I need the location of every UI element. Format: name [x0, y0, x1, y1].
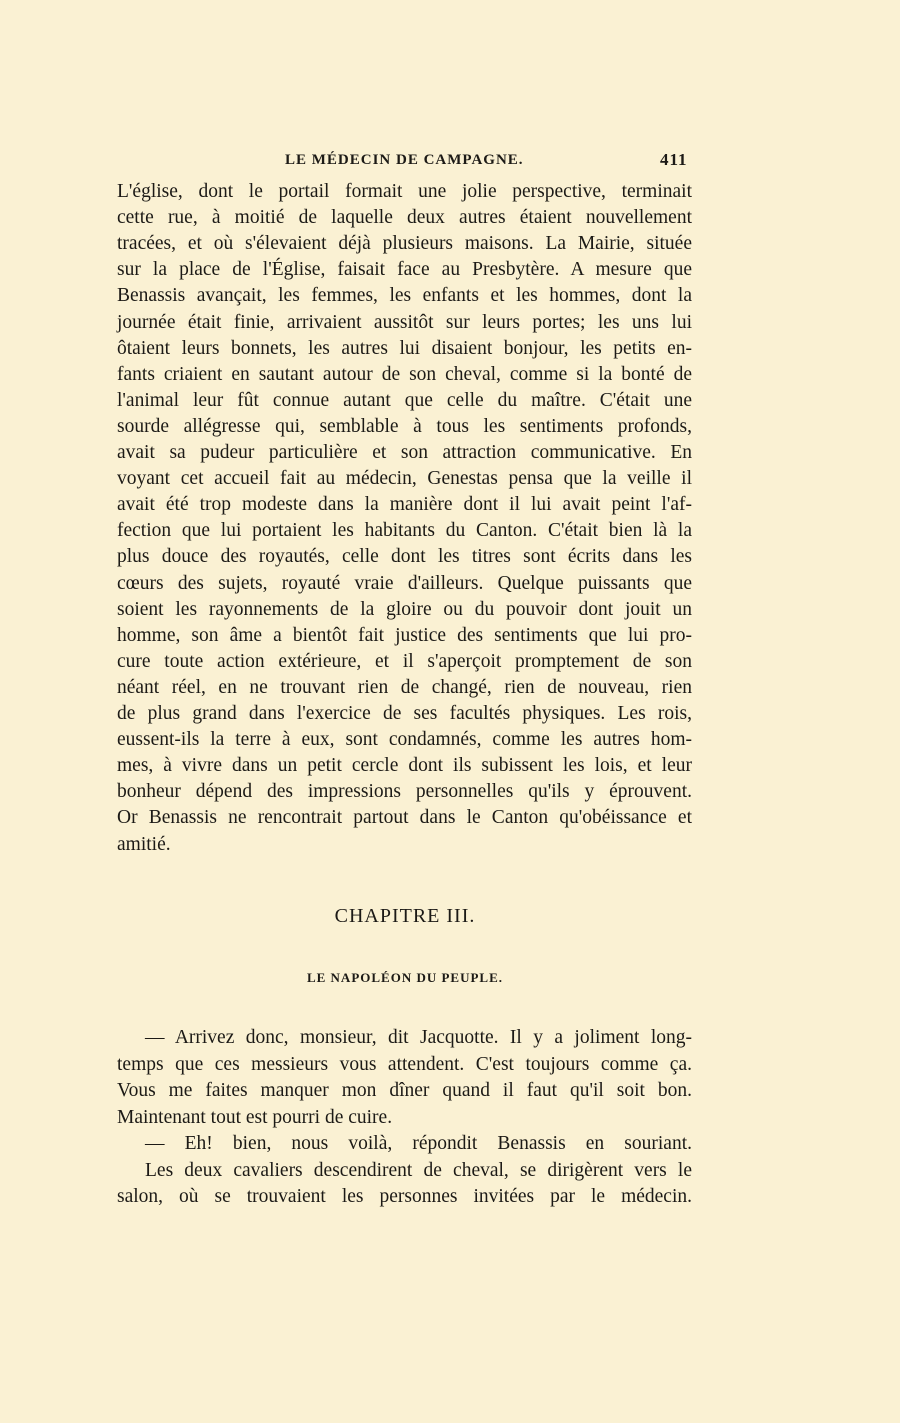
text-line: Vous me faites manquer mon dîner quand il faut qu'il soit bon. — [117, 1080, 692, 1101]
text-line: cette rue, à moitié de laquelle deux autres étaient nouvellement — [117, 207, 692, 229]
text-line: cure toute action extérieure, et il s'aperçoit promptement de son — [117, 650, 692, 672]
text-line: néant réel, en ne trouvant rien de changé, rien de nouveau, rien — [117, 676, 692, 698]
text-line: — Eh! bien, nous voilà, répondit Benassis en souriant. — [145, 1133, 692, 1154]
text-line: Les deux cavaliers descendirent de cheval, se dirigèrent vers le — [145, 1159, 692, 1181]
text-line: temps que ces messieurs vous attendent. C'est toujours comme ça. — [117, 1053, 692, 1075]
text-line: tracées, et où s'élevaient déjà plusieurs maisons. La Mairie, située — [117, 233, 692, 255]
text-line: fection que lui portaient les habitants du Canton. C'était bien là la — [117, 520, 692, 542]
text-line: plus douce des royautés, celle dont les titres sont écrits dans les — [117, 546, 692, 568]
text-line: L'église, dont le portail formait une jolie perspective, terminait — [117, 181, 692, 202]
text-line: avait sa pudeur particulière et son attraction communicative. En — [117, 442, 692, 463]
chapter-subtitle: LE NAPOLÉON DU PEUPLE. — [306, 970, 504, 985]
text-line: salon, où se trouvaient les personnes invitées par le médecin. — [117, 1186, 692, 1207]
text-line: avait été trop modeste dans la manière dont il lui avait peint l'af- — [117, 494, 692, 516]
text-line: fants criaient en sautant autour de son cheval, comme si la bonté de — [117, 363, 692, 385]
text-line: eussent-ils la terre à eux, sont condamnés, comme les autres hom- — [117, 729, 692, 751]
text-line: voyant cet accueil fait au médecin, Genestas pensa que la veille il — [117, 468, 692, 490]
text-line: cœurs des sujets, royauté vraie d'ailleurs. Quelque puissants que — [117, 572, 692, 594]
text-line: bonheur dépend des impressions personnelles qu'ils y éprouvent. — [117, 781, 692, 803]
text-line: — Arrivez donc, monsieur, dit Jacquotte. Il y a joliment long- — [145, 1027, 692, 1048]
text-line: Or Benassis ne rencontrait partout dans le Canton qu'obéissance et — [117, 807, 692, 829]
text-line: Benassis avançait, les femmes, les enfants et les hommes, dont la — [117, 285, 692, 307]
text-line: homme, son âme a bientôt fait justice des sentiments que lui pro- — [117, 624, 692, 646]
text-line: amitié. — [117, 833, 171, 855]
running-title: LE MÉDECIN DE CAMPAGNE. — [285, 152, 524, 168]
text-line: l'animal leur fût connue autant que celle du maître. C'était une — [117, 389, 692, 411]
chapter-title: CHAPITRE III. — [334, 905, 476, 927]
text-line: sur la place de l'Église, faisait face au Presbytère. A mesure que — [117, 259, 692, 281]
text-line: sourde allégresse qui, semblable à tous les sentiments profonds, — [117, 415, 692, 437]
text-line: mes, à vivre dans un petit cercle dont ils subissent les lois, et leur — [117, 755, 692, 777]
text-line: journée était finie, arrivaient aussitôt sur leurs portes; les uns lui — [117, 311, 692, 333]
text-line: soient les rayonnements de la gloire ou du pouvoir dont jouit un — [117, 598, 692, 620]
page-number: 411 — [660, 150, 688, 169]
text-line: Maintenant tout est pourri de cuire. — [117, 1106, 393, 1128]
text-line: ôtaient leurs bonnets, les autres lui disaient bonjour, les petits en- — [117, 337, 692, 359]
text-line: de plus grand dans l'exercice de ses facultés physiques. Les rois, — [117, 703, 692, 724]
